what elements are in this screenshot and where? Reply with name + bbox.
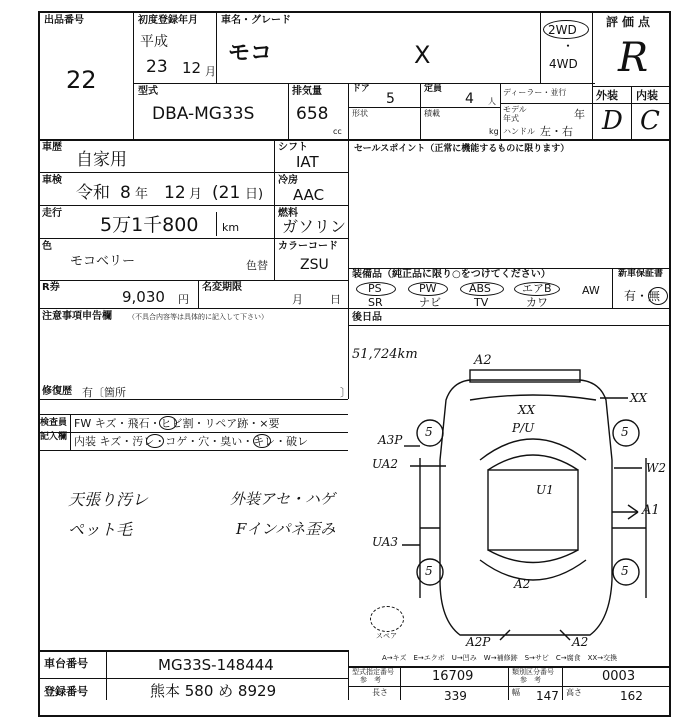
shift-label: シフト (278, 142, 308, 153)
history-label: 車歴 (42, 142, 62, 153)
equipment-item-bottom: TV (474, 296, 489, 309)
registration-label: 初度登録年月 (138, 15, 198, 26)
recycle-label: R券 (42, 282, 60, 293)
chassis-number: MG33S-148444 (158, 656, 274, 674)
inspection-month: 12 (164, 183, 186, 203)
damage-mark: A2 (572, 635, 589, 649)
inspection-day: (21 (212, 183, 241, 203)
inspection-year: 8 (120, 183, 131, 203)
equipment-item-top: PS (368, 282, 382, 295)
capacity-label: 定員 (424, 84, 443, 94)
car-grade: X (414, 41, 431, 69)
fitted-label: 後日品 (352, 312, 382, 323)
class-no-label-2: 参 考 (520, 676, 541, 684)
registration-era: 平成 (140, 34, 168, 50)
interior-label: 内装 (636, 89, 658, 102)
registration-month-unit: 月 (205, 65, 216, 78)
rating-label: 評価点 (606, 15, 655, 29)
width-label: 幅 (512, 688, 520, 697)
interior-grade: C (640, 106, 660, 136)
damage-mark: A3P (378, 433, 403, 447)
shift-value: IAT (296, 153, 319, 171)
recycle-unit: 円 (178, 293, 189, 306)
nameplate-day: 日 (330, 293, 341, 306)
handle-value: 左・右 (540, 125, 573, 138)
inspector-label-1: 検査員 (40, 418, 68, 428)
diagram-mileage-note: 51,724km (352, 347, 418, 362)
class-no-value: 0003 (602, 669, 636, 684)
notes-sub: （不具合内容等は具体的に記入して下さい） (128, 313, 268, 321)
registration-month: 12 (182, 59, 202, 77)
load-unit: kg (489, 127, 499, 136)
drive-2wd: 2WD (548, 23, 577, 37)
damage-legend: A→キズ E→エクボ U→凹み W→補修跡 S→サビ C→腐食 XX→交換 (382, 654, 618, 662)
damage-mark: 5 (621, 564, 629, 578)
damage-mark: UA2 (372, 457, 399, 471)
dealer-label: ディーラー・並行 (503, 88, 567, 97)
doors-label: ドア (352, 84, 370, 94)
damage-mark: A2 (474, 353, 492, 368)
equipment-item-top: ABS (469, 282, 491, 295)
inspector-label-2: 記入欄 (40, 432, 68, 442)
inspector-line-1: FW キズ・飛石・ヒビ割・リペア跡・×要 (74, 417, 280, 430)
lot-number: 22 (66, 66, 97, 94)
damage-mark: XX (518, 403, 536, 417)
inspection-era: 令和 (76, 183, 110, 203)
color-value: モコベリー (70, 254, 136, 269)
inspection-year-unit: 年 (135, 187, 149, 202)
remark-ceiling-dirt: 天張り汚レ (68, 490, 149, 509)
capacity-unit: 人 (488, 97, 496, 106)
model-label: 型式 (138, 86, 158, 97)
aircon-value: AAC (293, 186, 325, 204)
history-value: 自家用 (76, 150, 127, 170)
height-label: 高さ (566, 688, 582, 697)
model-year-unit: 年 (574, 108, 585, 121)
recycle-value: 9,030 (122, 288, 165, 306)
damage-mark: A2P (466, 635, 491, 649)
damage-mark: 5 (425, 425, 433, 439)
model-year-label-2: 年式 (503, 114, 519, 123)
nameplate-label: 名変期限 (202, 282, 242, 293)
length-label: 長さ (372, 688, 388, 697)
damage-mark: XX (630, 391, 648, 405)
plate-number: 熊本 580 め 8929 (150, 682, 277, 700)
exterior-label: 外装 (596, 89, 618, 102)
shape-label: 形状 (352, 109, 368, 118)
remark-exterior-fade: 外装アセ・ハゲ (230, 490, 335, 508)
damage-mark: 5 (621, 425, 629, 439)
displacement-value: 658 (296, 104, 329, 124)
color-change-label: 色替 (246, 259, 268, 272)
aircon-label: 冷房 (278, 175, 298, 186)
model-code: DBA-MG33S (152, 104, 255, 124)
inspector-line-2: 内装 キズ・汚レ・コゲ・穴・臭い・キレ・破レ (74, 435, 309, 448)
capacity-value: 4 (465, 91, 474, 107)
registration-year: 23 (146, 57, 168, 77)
remark-pet-hair: ペット毛 (68, 520, 133, 539)
equipment-item-top: AW (582, 284, 600, 297)
inspection-label: 車検 (42, 175, 62, 186)
type-no-label-1: 型式指定番号 (352, 668, 394, 676)
fuel-value: ガソリン (282, 217, 347, 236)
equipment-label: 装備品（純正品に限り○をつけてください） (352, 269, 551, 280)
plate-label: 登録番号 (44, 685, 88, 698)
drive-4wd: 4WD (549, 57, 578, 71)
length-value: 339 (444, 689, 467, 703)
mileage-unit: km (222, 221, 240, 234)
damage-mark: A1 (642, 503, 660, 518)
model-year-label-1: モデル (503, 105, 527, 114)
sales-point-label: セールスポイント（正常に機能するものに限ります） (354, 144, 570, 154)
damage-mark: U1 (536, 483, 554, 497)
notes-label: 注意事項申告欄 (42, 311, 112, 322)
equipment-item-bottom: SR (368, 296, 383, 309)
equipment-item-bottom: カワ (526, 296, 548, 309)
equipment-item-top: PW (419, 282, 437, 295)
lot-label: 出品番号 (44, 15, 84, 26)
handle-label: ハンドル (503, 127, 535, 136)
car-name-label: 車名・グレード (221, 15, 291, 26)
color-code-label: カラーコード (278, 241, 338, 252)
fuel-label: 燃料 (278, 208, 298, 219)
load-label: 積載 (424, 109, 440, 118)
type-no-label-2: 参 考 (360, 676, 381, 684)
doors-value: 5 (386, 91, 395, 107)
rating-score: R (618, 35, 649, 81)
equipment-item-bottom: ナビ (419, 296, 441, 309)
mileage-label: 走行 (42, 208, 62, 219)
inspection-day-unit: 日) (245, 187, 264, 202)
displacement-label: 排気量 (292, 86, 322, 97)
repair-close: 〕 (340, 386, 351, 399)
chassis-label: 車台番号 (44, 657, 88, 670)
color-label: 色 (42, 241, 52, 252)
repair-value: 有〔箇所 (82, 386, 126, 399)
equipment-item-top: エアB (522, 282, 552, 295)
inspection-month-unit: 月 (189, 187, 203, 202)
remark-dash-warp: Fインパネ歪み (236, 520, 336, 538)
damage-mark: A2 (514, 577, 531, 591)
drive-dot: ・ (562, 39, 575, 53)
width-value: 147 (536, 689, 559, 703)
warranty-label: 新車保証書 (618, 269, 664, 279)
nameplate-month: 月 (292, 293, 303, 306)
class-no-label-1: 類別区分番号 (512, 668, 554, 676)
displacement-unit: cc (333, 127, 342, 136)
repair-label: 修復歴 (42, 386, 72, 397)
damage-mark: UA3 (372, 535, 399, 549)
damage-mark: 5 (425, 564, 433, 578)
exterior-grade: D (602, 106, 623, 136)
mileage-value: 5万1千800 (100, 214, 199, 236)
spare-label: スペア (376, 632, 397, 640)
height-value: 162 (620, 689, 643, 703)
damage-mark: P/U (512, 421, 535, 435)
color-code-value: ZSU (300, 257, 329, 273)
warranty-value: 有・無 (624, 289, 661, 303)
damage-mark: W2 (646, 461, 666, 475)
type-no-value: 16709 (432, 669, 474, 684)
car-name: モコ (228, 41, 273, 66)
